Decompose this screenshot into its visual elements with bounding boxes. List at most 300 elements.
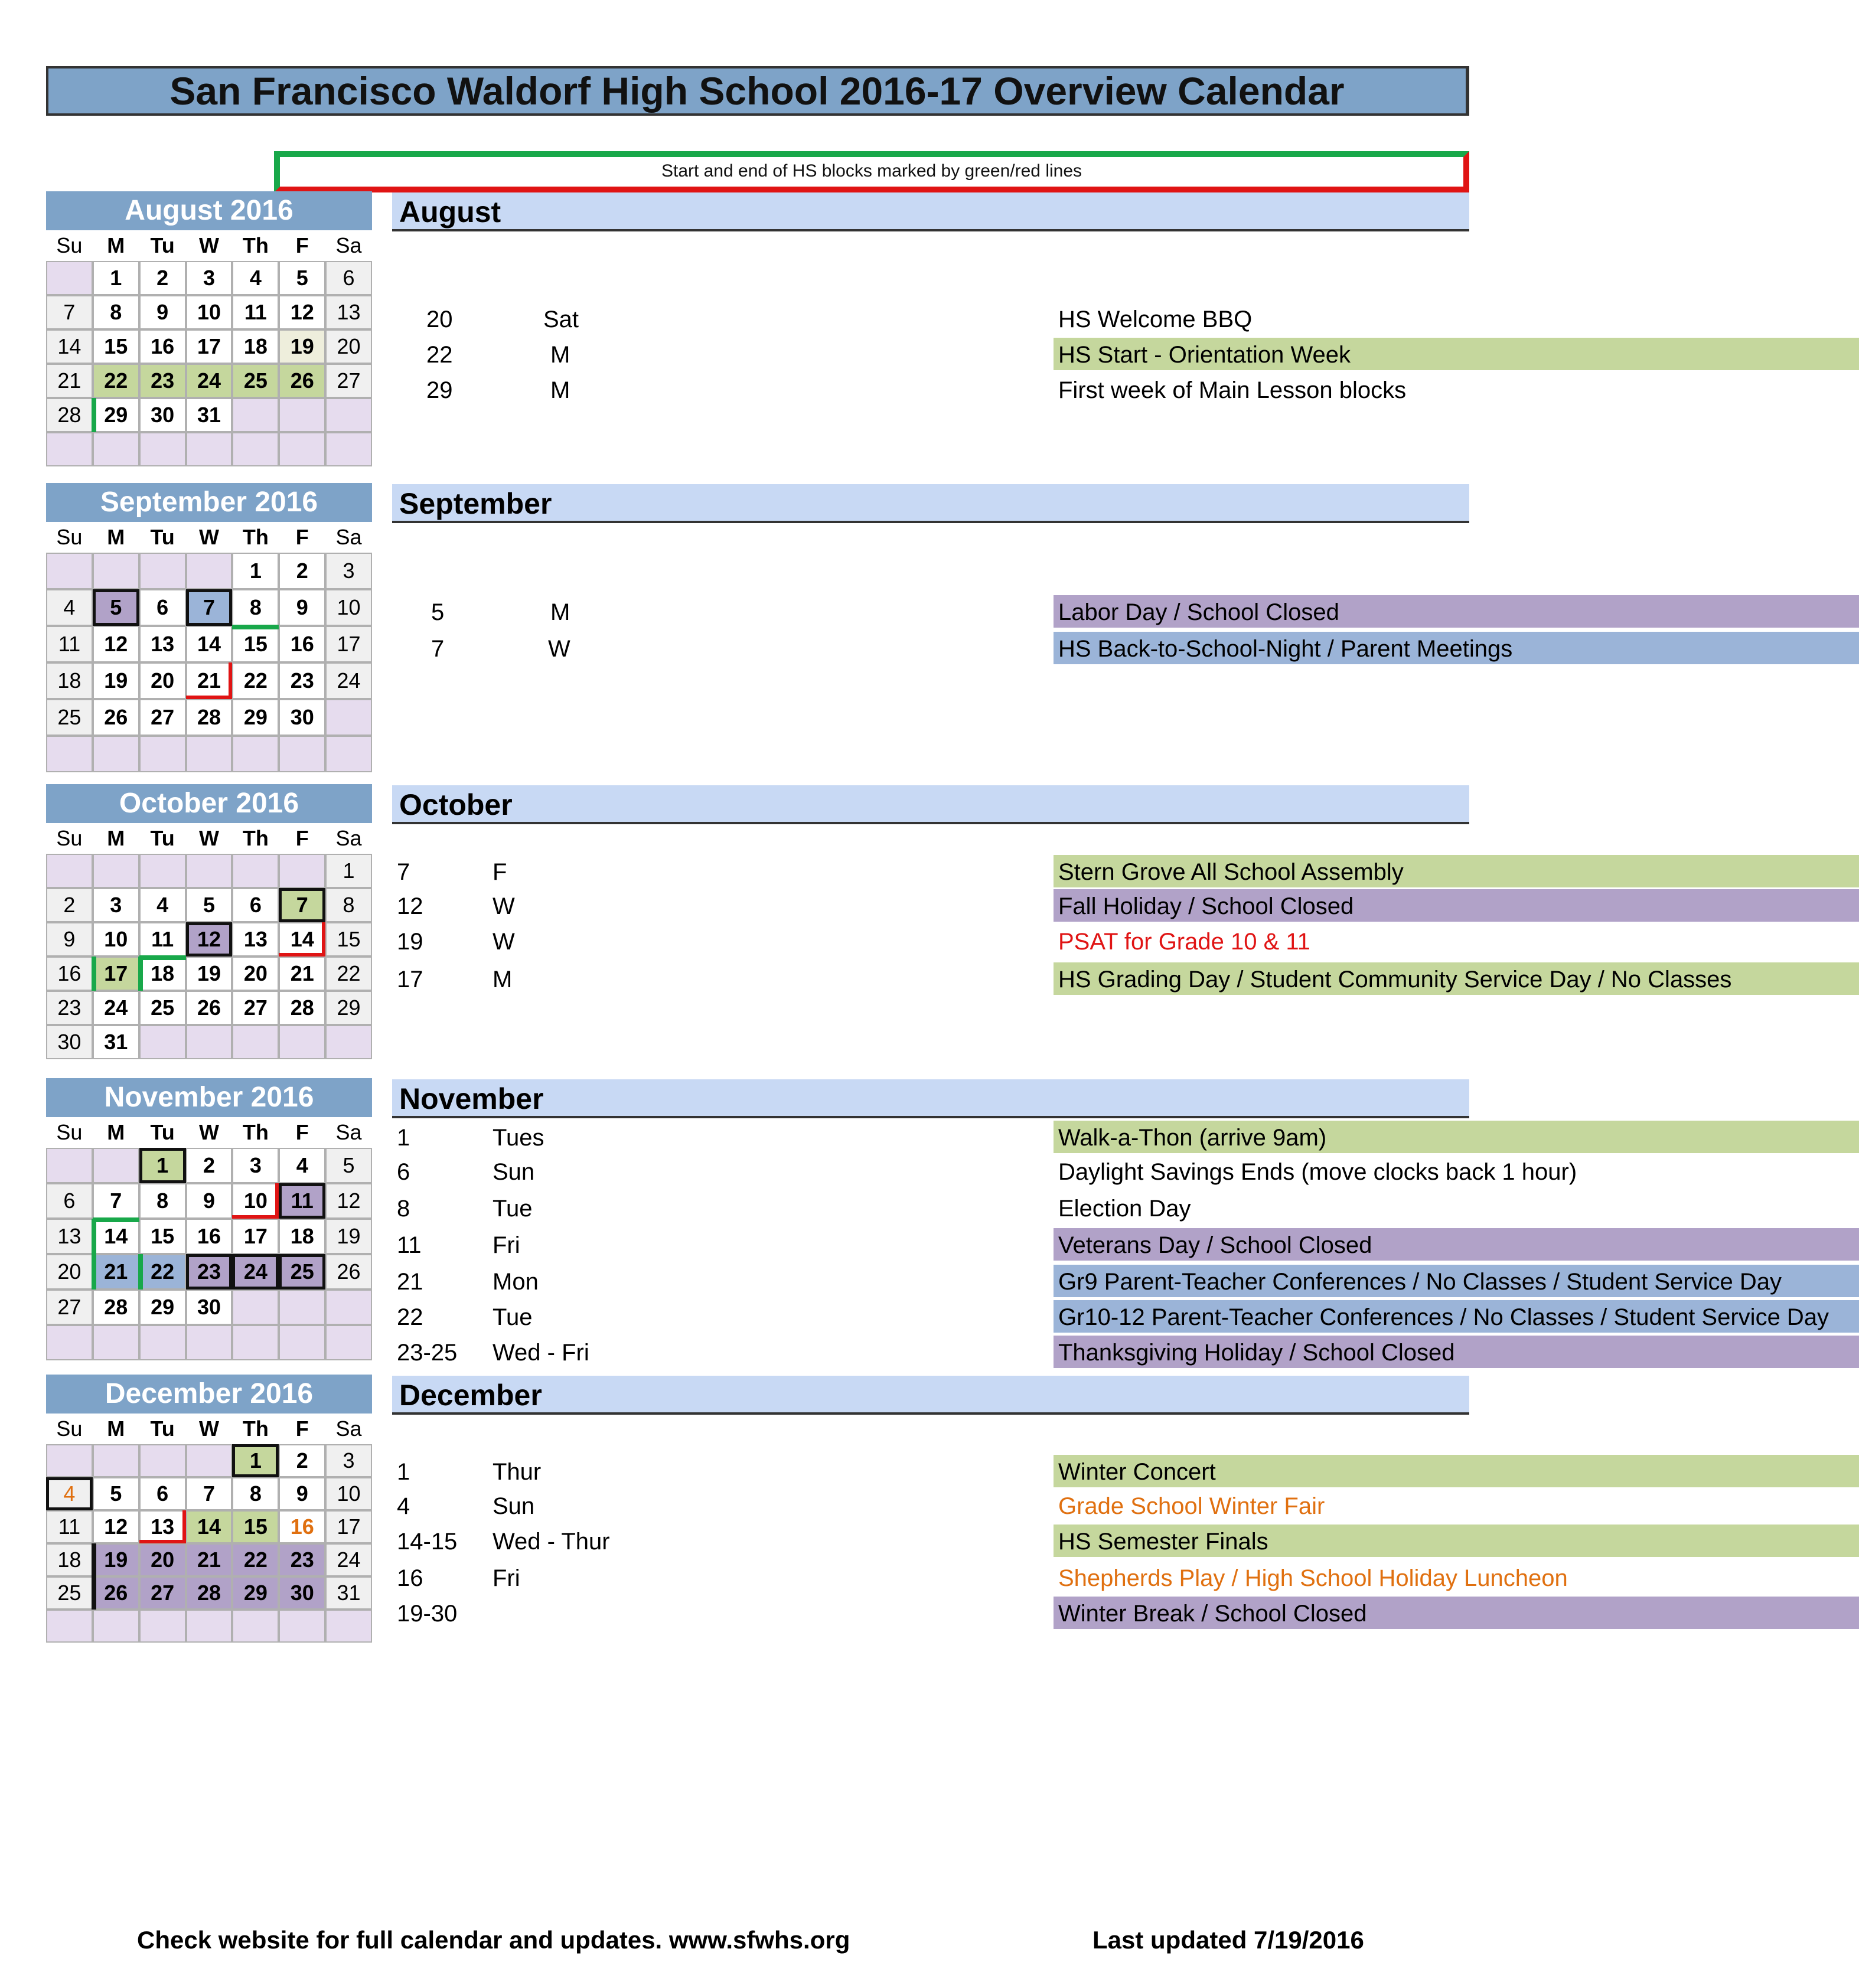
- day-name: M: [107, 233, 125, 257]
- calendar-day: 5: [93, 1477, 139, 1510]
- day-name: F: [295, 1416, 309, 1441]
- calendar-day: 30: [186, 1290, 233, 1325]
- calendar-day: 7: [186, 1477, 233, 1510]
- calendar-day: 6: [139, 589, 186, 626]
- calendar-empty-cell: [279, 1610, 325, 1643]
- calendar-day: 29: [139, 1290, 186, 1325]
- event-text: HS Back-to-School-Night / Parent Meetings: [1054, 632, 1859, 666]
- calendar-october: [46, 784, 372, 1059]
- calendar-day: 27: [46, 1290, 93, 1325]
- calendar-days: [46, 261, 372, 466]
- calendar-empty-cell: [139, 1025, 186, 1059]
- event-date: 21: [397, 1269, 423, 1295]
- calendar-day: 8: [232, 1477, 279, 1510]
- calendar-day: 17: [93, 957, 139, 991]
- calendar-day: 9: [139, 295, 186, 329]
- calendar-empty-cell: [325, 736, 372, 772]
- calendar-day: 11: [46, 626, 93, 662]
- calendar-day: 14: [279, 922, 325, 957]
- calendar-empty-cell: [139, 854, 186, 888]
- day-name: M: [107, 1120, 125, 1144]
- day-name: Th: [242, 1416, 269, 1441]
- day-name: Sa: [335, 525, 362, 549]
- day-name: W: [199, 826, 219, 850]
- calendar-day: 25: [232, 364, 279, 398]
- event-row: [392, 1265, 1782, 1299]
- event-day: Tue: [493, 1196, 533, 1222]
- calendar-title: August 2016: [46, 191, 372, 230]
- event-day: Sun: [493, 1493, 535, 1519]
- calendar-day: 14: [46, 329, 93, 364]
- day-names-row: [46, 522, 372, 553]
- calendar-days: [46, 1148, 372, 1360]
- event-day: W: [493, 929, 515, 955]
- calendar-empty-cell: [46, 1148, 93, 1183]
- calendar-september: [46, 483, 372, 772]
- calendar-day: 22: [232, 662, 279, 699]
- day-name: Su: [56, 1416, 83, 1441]
- calendar-day: 27: [139, 1576, 186, 1610]
- day-name: Tu: [150, 525, 175, 549]
- calendar-day: 6: [232, 888, 279, 922]
- event-row: [392, 1561, 1568, 1595]
- event-day: Fri: [493, 1232, 520, 1258]
- event-day: W: [548, 636, 570, 662]
- event-row: [392, 1121, 1469, 1155]
- calendar-day: 20: [232, 957, 279, 991]
- calendar-day: 27: [232, 991, 279, 1025]
- day-name: W: [199, 1120, 219, 1144]
- calendar-title: September 2016: [46, 483, 372, 522]
- event-text: Grade School Winter Fair: [1054, 1489, 1859, 1523]
- event-date: 22: [426, 342, 453, 368]
- calendar-empty-cell: [325, 699, 372, 736]
- calendar-day: 7: [186, 589, 233, 626]
- calendar-empty-cell: [232, 854, 279, 888]
- day-name: Sa: [335, 826, 362, 850]
- calendar-day: 4: [46, 1477, 93, 1510]
- calendar-empty-cell: [139, 1610, 186, 1643]
- calendar-day: 4: [139, 888, 186, 922]
- calendar-empty-cell: [232, 1610, 279, 1643]
- calendar-day: 19: [93, 662, 139, 699]
- calendar-day: 12: [93, 1510, 139, 1543]
- calendar-day: 3: [232, 1148, 279, 1183]
- calendar-day: 4: [279, 1148, 325, 1183]
- month-heading-december: December: [392, 1376, 1469, 1415]
- calendar-empty-cell: [279, 1325, 325, 1360]
- calendar-day: 12: [279, 295, 325, 329]
- calendar-empty-cell: [186, 854, 233, 888]
- calendar-day: 9: [46, 922, 93, 957]
- calendar-day: 11: [139, 922, 186, 957]
- calendar-empty-cell: [279, 1290, 325, 1325]
- calendar-day: 14: [186, 626, 233, 662]
- event-text: Winter Concert: [1054, 1455, 1859, 1489]
- calendar-day: 16: [186, 1219, 233, 1254]
- day-name: Th: [242, 525, 269, 549]
- calendar-day: 26: [279, 364, 325, 398]
- calendar-day: 15: [93, 329, 139, 364]
- calendar-day: 26: [93, 1576, 139, 1610]
- calendar-day: 5: [279, 261, 325, 295]
- calendar-day: 10: [186, 295, 233, 329]
- calendar-empty-cell: [232, 1325, 279, 1360]
- calendar-empty-cell: [279, 432, 325, 466]
- calendar-day: 10: [325, 589, 372, 626]
- block-start-marker: [92, 1219, 96, 1254]
- calendar-day: 26: [325, 1254, 372, 1290]
- calendar-title: October 2016: [46, 784, 372, 823]
- event-text: Shepherds Play / High School Holiday Luncheon: [1054, 1561, 1859, 1595]
- calendar-day: 14: [186, 1510, 233, 1543]
- event-date: 1: [397, 1459, 410, 1485]
- calendar-day: 7: [46, 295, 93, 329]
- calendar-day: 24: [93, 991, 139, 1025]
- month-heading-august: August: [392, 192, 1469, 231]
- event-text: Walk-a-Thon (arrive 9am): [1054, 1121, 1859, 1155]
- calendar-day: 29: [232, 699, 279, 736]
- calendar-day: 12: [325, 1183, 372, 1219]
- calendar-day: 11: [232, 295, 279, 329]
- calendar-day: 3: [325, 553, 372, 589]
- calendar-day: 23: [279, 662, 325, 699]
- calendar-empty-cell: [46, 261, 93, 295]
- event-day: W: [493, 893, 515, 919]
- event-row: [392, 1155, 1577, 1189]
- calendar-day: 29: [93, 398, 139, 432]
- calendar-day: 20: [139, 1543, 186, 1576]
- calendar-empty-cell: [93, 1148, 139, 1183]
- block-legend: Start and end of HS blocks marked by green/red lines: [274, 151, 1469, 192]
- calendar-day: 22: [139, 1254, 186, 1290]
- calendar-day: 3: [93, 888, 139, 922]
- calendar-day: 26: [186, 991, 233, 1025]
- event-date: 11: [397, 1232, 422, 1258]
- calendar-day: 9: [186, 1183, 233, 1219]
- event-day: M: [550, 599, 570, 625]
- calendar-day: 30: [279, 1576, 325, 1610]
- month-heading-september: September: [392, 484, 1469, 523]
- calendar-november: [46, 1078, 372, 1360]
- calendar-day: 13: [232, 922, 279, 957]
- calendar-day: 24: [325, 662, 372, 699]
- event-row: [392, 962, 1732, 997]
- calendar-empty-cell: [186, 1025, 233, 1059]
- calendar-day: 15: [139, 1219, 186, 1254]
- block-start-marker: [93, 1217, 139, 1222]
- event-text: Gr10-12 Parent-Teacher Conferences / No Classes / Student Service Day: [1054, 1300, 1859, 1334]
- event-day: Sun: [493, 1159, 535, 1185]
- block-start-marker: [138, 1254, 143, 1290]
- day-name: M: [107, 1416, 125, 1441]
- event-text: HS Grading Day / Student Community Service Day / No Classes: [1054, 962, 1859, 997]
- calendar-day: 11: [46, 1510, 93, 1543]
- calendar-day: 30: [139, 398, 186, 432]
- calendar-day: 8: [139, 1183, 186, 1219]
- day-name: W: [199, 233, 219, 257]
- calendar-day: 15: [232, 626, 279, 662]
- calendar-day: 17: [186, 329, 233, 364]
- calendar-day: 23: [279, 1543, 325, 1576]
- calendar-empty-cell: [139, 432, 186, 466]
- calendar-day: 6: [139, 1477, 186, 1510]
- calendar-day: 25: [46, 699, 93, 736]
- event-day: Thur: [493, 1459, 542, 1485]
- event-date: 12: [397, 893, 423, 919]
- calendar-empty-cell: [46, 1444, 93, 1477]
- calendar-day: 18: [232, 329, 279, 364]
- event-text: PSAT for Grade 10 & 11: [1054, 925, 1859, 959]
- block-start-marker: [92, 1254, 96, 1290]
- day-names-row: [46, 230, 372, 261]
- calendar-day: 2: [279, 553, 325, 589]
- calendar-day: 6: [325, 261, 372, 295]
- event-date: 5: [431, 599, 445, 625]
- calendar-empty-cell: [186, 553, 233, 589]
- calendar-day: 5: [325, 1148, 372, 1183]
- calendar-empty-cell: [279, 736, 325, 772]
- calendar-empty-cell: [232, 398, 279, 432]
- calendar-day: 2: [186, 1148, 233, 1183]
- calendar-day: 17: [325, 626, 372, 662]
- event-date: 1: [397, 1125, 410, 1151]
- calendar-days: [46, 553, 372, 772]
- event-row: [392, 1489, 1469, 1523]
- calendar-empty-cell: [93, 1610, 139, 1643]
- event-day: Tues: [493, 1125, 544, 1151]
- calendar-day: 18: [279, 1219, 325, 1254]
- calendar-day: 10: [325, 1477, 372, 1510]
- event-row: [392, 302, 1469, 337]
- calendar-day: 16: [46, 957, 93, 991]
- calendar-day: 1: [139, 1148, 186, 1183]
- day-name: M: [107, 525, 125, 549]
- event-day: M: [550, 342, 570, 368]
- calendar-day: 20: [325, 329, 372, 364]
- event-row: [392, 1455, 1469, 1489]
- calendar-day: 28: [46, 398, 93, 432]
- calendar-day: 17: [232, 1219, 279, 1254]
- calendar-days: [46, 1444, 372, 1643]
- calendar-day: 25: [279, 1254, 325, 1290]
- calendar-day: 30: [46, 1025, 93, 1059]
- calendar-day: 20: [139, 662, 186, 699]
- calendar-day: 3: [325, 1444, 372, 1477]
- calendar-empty-cell: [46, 432, 93, 466]
- event-day: Mon: [493, 1269, 539, 1295]
- block-end-marker: [92, 1576, 96, 1610]
- calendar-day: 13: [46, 1219, 93, 1254]
- calendar-empty-cell: [325, 398, 372, 432]
- calendar-day: 12: [186, 922, 233, 957]
- day-name: Sa: [335, 233, 362, 257]
- day-name: Th: [242, 233, 269, 257]
- calendar-day: 6: [46, 1183, 93, 1219]
- calendar-day: 19: [186, 957, 233, 991]
- calendar-day: 31: [186, 398, 233, 432]
- calendar-day: 1: [232, 1444, 279, 1477]
- event-text: Labor Day / School Closed: [1054, 595, 1859, 629]
- calendar-day: 10: [232, 1183, 279, 1219]
- calendar-day: 28: [93, 1290, 139, 1325]
- calendar-day: 14: [93, 1219, 139, 1254]
- event-day: Fri: [493, 1565, 520, 1591]
- calendar-empty-cell: [279, 854, 325, 888]
- event-text: Fall Holiday / School Closed: [1054, 889, 1859, 923]
- event-row: [392, 632, 1513, 666]
- calendar-days: [46, 854, 372, 1059]
- event-date: 14-15: [397, 1529, 458, 1555]
- month-heading-october: October: [392, 785, 1469, 824]
- calendar-day: 27: [139, 699, 186, 736]
- calendar-empty-cell: [279, 1025, 325, 1059]
- calendar-day: 26: [93, 699, 139, 736]
- calendar-empty-cell: [139, 553, 186, 589]
- calendar-day: 21: [186, 1543, 233, 1576]
- calendar-day: 17: [325, 1510, 372, 1543]
- calendar-empty-cell: [325, 1290, 372, 1325]
- calendar-empty-cell: [232, 1290, 279, 1325]
- calendar-day: 12: [93, 626, 139, 662]
- month-heading-november: November: [392, 1079, 1469, 1118]
- event-day: F: [493, 859, 507, 885]
- calendar-empty-cell: [325, 1025, 372, 1059]
- calendar-empty-cell: [232, 736, 279, 772]
- calendar-day: 2: [139, 261, 186, 295]
- event-row: [392, 1228, 1469, 1262]
- calendar-empty-cell: [46, 1610, 93, 1643]
- event-date: 22: [397, 1304, 423, 1330]
- event-row: [392, 1192, 1469, 1226]
- calendar-empty-cell: [186, 736, 233, 772]
- calendar-day: 23: [139, 364, 186, 398]
- day-name: F: [295, 1120, 309, 1144]
- calendar-day: 4: [232, 261, 279, 295]
- calendar-day: 28: [186, 699, 233, 736]
- calendar-day: 16: [139, 329, 186, 364]
- day-name: Tu: [150, 1416, 175, 1441]
- calendar-day: 15: [232, 1510, 279, 1543]
- calendar-empty-cell: [186, 432, 233, 466]
- event-row: [392, 1300, 1829, 1334]
- event-date: 19-30: [397, 1601, 458, 1627]
- calendar-day: 21: [46, 364, 93, 398]
- block-start-marker: [92, 957, 96, 991]
- calendar-day: 11: [279, 1183, 325, 1219]
- event-date: 19: [397, 929, 423, 955]
- event-row: [392, 1336, 1469, 1370]
- calendar-day: 13: [139, 1510, 186, 1543]
- day-name: Tu: [150, 1120, 175, 1144]
- event-text: Veterans Day / School Closed: [1054, 1228, 1859, 1262]
- day-name: Su: [56, 1120, 83, 1144]
- calendar-day: 24: [325, 1543, 372, 1576]
- calendar-day: 1: [325, 854, 372, 888]
- calendar-empty-cell: [232, 1025, 279, 1059]
- calendar-day: 23: [46, 991, 93, 1025]
- calendar-day: 30: [279, 699, 325, 736]
- calendar-day: 25: [46, 1576, 93, 1610]
- calendar-empty-cell: [325, 432, 372, 466]
- calendar-day: 21: [279, 957, 325, 991]
- calendar-day: 19: [325, 1219, 372, 1254]
- event-row: [392, 855, 1469, 889]
- event-date: 4: [397, 1493, 410, 1519]
- day-name: Th: [242, 826, 269, 850]
- event-date: 7: [397, 859, 410, 885]
- block-start-marker: [92, 398, 96, 432]
- day-name: Sa: [335, 1120, 362, 1144]
- calendar-day: 10: [93, 922, 139, 957]
- calendar-day: 21: [186, 662, 233, 699]
- calendar-empty-cell: [93, 1444, 139, 1477]
- calendar-day: 16: [279, 1510, 325, 1543]
- event-text: Stern Grove All School Assembly: [1054, 855, 1859, 889]
- calendar-day: 15: [325, 922, 372, 957]
- calendar-day: 8: [325, 888, 372, 922]
- calendar-day: 2: [46, 888, 93, 922]
- calendar-empty-cell: [186, 1444, 233, 1477]
- day-name: Tu: [150, 233, 175, 257]
- calendar-day: 1: [93, 261, 139, 295]
- calendar-empty-cell: [139, 1444, 186, 1477]
- event-row: [392, 595, 1469, 629]
- event-day: Tue: [493, 1304, 533, 1330]
- event-row: [392, 338, 1469, 372]
- calendar-day: 9: [279, 1477, 325, 1510]
- event-row: [392, 373, 1469, 407]
- calendar-december: [46, 1375, 372, 1643]
- calendar-empty-cell: [186, 1325, 233, 1360]
- calendar-day: 28: [279, 991, 325, 1025]
- calendar-day: 7: [93, 1183, 139, 1219]
- calendar-day: 31: [93, 1025, 139, 1059]
- day-name: M: [107, 826, 125, 850]
- calendar-day: 13: [325, 295, 372, 329]
- event-text: HS Welcome BBQ: [1054, 302, 1859, 337]
- calendar-day: 8: [232, 589, 279, 626]
- calendar-empty-cell: [325, 1610, 372, 1643]
- event-row: [392, 925, 1469, 959]
- block-end-marker: [92, 1543, 96, 1576]
- day-name: F: [295, 525, 309, 549]
- block-start-marker: [139, 955, 186, 960]
- calendar-empty-cell: [279, 398, 325, 432]
- day-name: F: [295, 826, 309, 850]
- calendar-day: 18: [46, 1543, 93, 1576]
- calendar-day: 18: [46, 662, 93, 699]
- calendar-day: 5: [93, 589, 139, 626]
- day-name: Th: [242, 1120, 269, 1144]
- event-date: 16: [397, 1565, 423, 1591]
- event-text: First week of Main Lesson blocks: [1054, 373, 1859, 407]
- calendar-day: 18: [139, 957, 186, 991]
- calendar-day: 25: [139, 991, 186, 1025]
- calendar-day: 1: [232, 553, 279, 589]
- event-day: Wed - Fri: [493, 1340, 589, 1366]
- day-name: Sa: [335, 1416, 362, 1441]
- event-row: [392, 1525, 1469, 1559]
- day-name: W: [199, 525, 219, 549]
- day-name: W: [199, 1416, 219, 1441]
- calendar-empty-cell: [93, 432, 139, 466]
- day-name: Su: [56, 525, 83, 549]
- calendar-day: 19: [93, 1543, 139, 1576]
- event-text: Winter Break / School Closed: [1054, 1597, 1859, 1631]
- event-day: Wed - Thur: [493, 1529, 610, 1555]
- event-date: 29: [426, 377, 453, 403]
